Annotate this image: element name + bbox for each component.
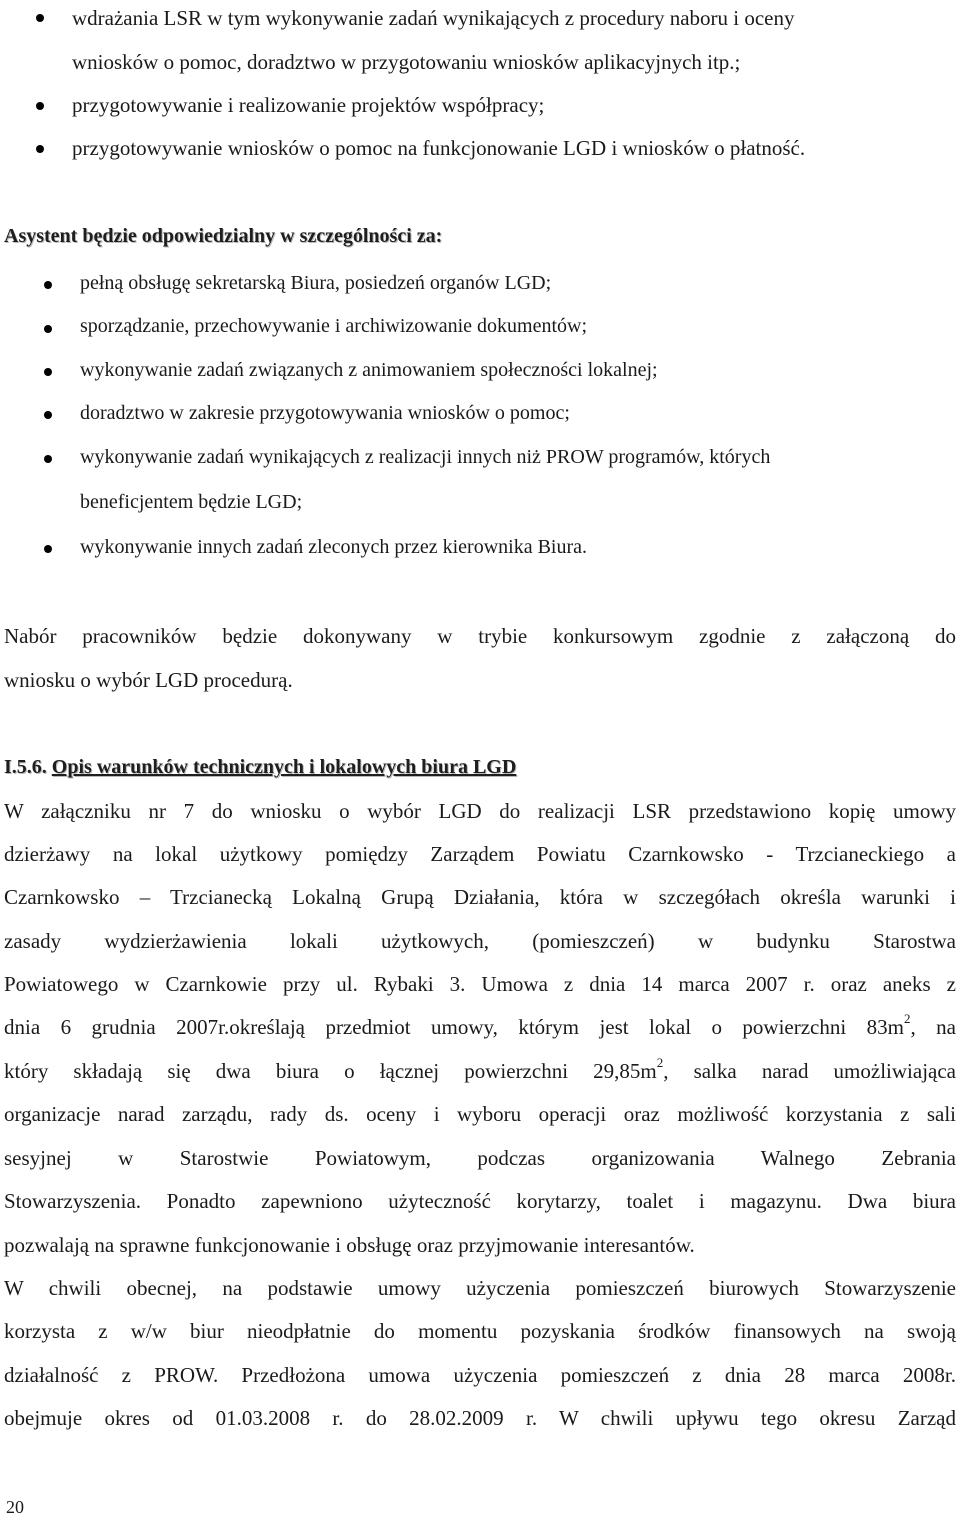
body-text-line: który składają się dwa biura o łącznej powierzchni $29,85m^2$, salka narad umożliwiająca <box>4 1055 956 1083</box>
body-text-line: W załączniku nr 7 do wniosku o wybór LGD do realizacji LSR przedstawiono kopię umowy <box>4 799 956 823</box>
nabor-text-line: wniosku o wybór LGD procedurą. <box>4 668 293 692</box>
body-text-line: zasady wydzierżawienia lokali użytkowych, (pomieszczeń) w budynku Starostwa <box>4 929 956 953</box>
nabor-text-line: Nabór pracowników będzie dokonywany w trybie konkursowym zgodnie z załączoną do <box>4 624 956 648</box>
bullet-text: wniosków o pomoc, doradztwo w przygotowaniu wniosków aplikacyjnych itp.; <box>72 50 741 74</box>
bullet-text: sporządzanie, przechowywanie i archiwizowanie dokumentów; <box>80 315 588 337</box>
section-number: I.5.6. <box>4 756 47 778</box>
superscript: 2 <box>656 1055 664 1070</box>
body-text-line: W chwili obecnej, na podstawie umowy użyczenia pomieszczeń biurowych Stowarzyszenie <box>4 1276 956 1300</box>
bullet-icon <box>36 102 44 110</box>
body-text-line: dzierżawy na lokal użytkowy pomiędzy Zarządem Powiatu Czarnkowsko - Trzcianeckiego a <box>4 842 956 866</box>
page-number: 20 <box>6 1497 24 1517</box>
body-text-line: dnia 6 grudnia 2007r.określają przedmiot umowy, którym jest lokal o powierzchni $83m^2$, na <box>4 1011 956 1039</box>
body-text-line: Czarnkowsko – Trzcianecką Lokalną Grupą Działania, która w szczegółach określa warunki i <box>4 885 956 909</box>
section-title: Opis warunków technicznych i lokalowych biura LGD <box>51 756 517 778</box>
body-text-line: działalność z PROW. Przedłożona umowa użyczenia pomieszczeń z dnia 28 marca 2008r. <box>4 1363 956 1387</box>
bullet-text: pełną obsługę sekretarską Biura, posiedzeń organów LGD; <box>80 272 552 294</box>
body-text-line: Powiatowego w Czarnkowie przy ul. Rybaki 3. Umowa z dnia 14 marca 2007 r. oraz aneks z <box>4 972 956 996</box>
body-text-line: Stowarzyszenia. Ponadto zapewniono użyteczność korytarzy, toalet i magazynu. Dwa biura <box>4 1189 956 1213</box>
body-text-line: korzysta z w/w biur nieodpłatnie do momentu pozyskania środków finansowych na swoją <box>4 1319 956 1343</box>
bullet-icon <box>44 325 52 333</box>
bullet-icon <box>44 455 52 463</box>
bullet-text: przygotowywanie wniosków o pomoc na funkcjonowanie LGD i wniosków o płatność. <box>72 136 806 160</box>
body-text-line: sesyjnej w Starostwie Powiatowym, podczas organizowania Walnego Zebrania <box>4 1146 956 1170</box>
bullet-icon <box>44 545 52 553</box>
bullet-text: wykonywanie innych zadań zleconych przez kierownika Biura. <box>80 536 588 558</box>
asystent-heading: Asystent będzie odpowiedzialny w szczególności za: <box>4 225 443 247</box>
bullet-text: przygotowywanie i realizowanie projektów współpracy; <box>72 93 545 117</box>
body-text-line: pozwalają na sprawne funkcjonowanie i obsługę oraz przyjmowanie interesantów. <box>4 1233 695 1257</box>
bullet-icon <box>44 411 52 419</box>
bullet-text: wykonywanie zadań wynikających z realizacji innych niż PROW programów, których <box>80 446 771 468</box>
bullet-text: wdrażania LSR w tym wykonywanie zadań wynikających z procedury naboru i oceny <box>72 6 795 30</box>
body-text-line: obejmuje okres od 01.03.2008 r. do 28.02.2009 r. W chwili upływu tego okresu Zarząd <box>4 1406 956 1430</box>
superscript: 2 <box>903 1011 911 1026</box>
bullet-icon <box>36 145 44 153</box>
section-heading <box>4 756 516 779</box>
bullet-icon <box>44 368 52 376</box>
bullet-text: beneficjentem będzie LGD; <box>80 491 303 513</box>
bullet-text: doradztwo w zakresie przygotowywania wniosków o pomoc; <box>80 402 570 424</box>
bullet-icon <box>44 281 52 289</box>
bullet-icon <box>36 14 44 22</box>
bullet-text: wykonywanie zadań związanych z animowaniem społeczności lokalnej; <box>80 359 658 381</box>
body-text-line: organizacje narad zarządu, rady ds. oceny i wyboru operacji oraz możliwość korzystania z sali <box>4 1102 956 1126</box>
